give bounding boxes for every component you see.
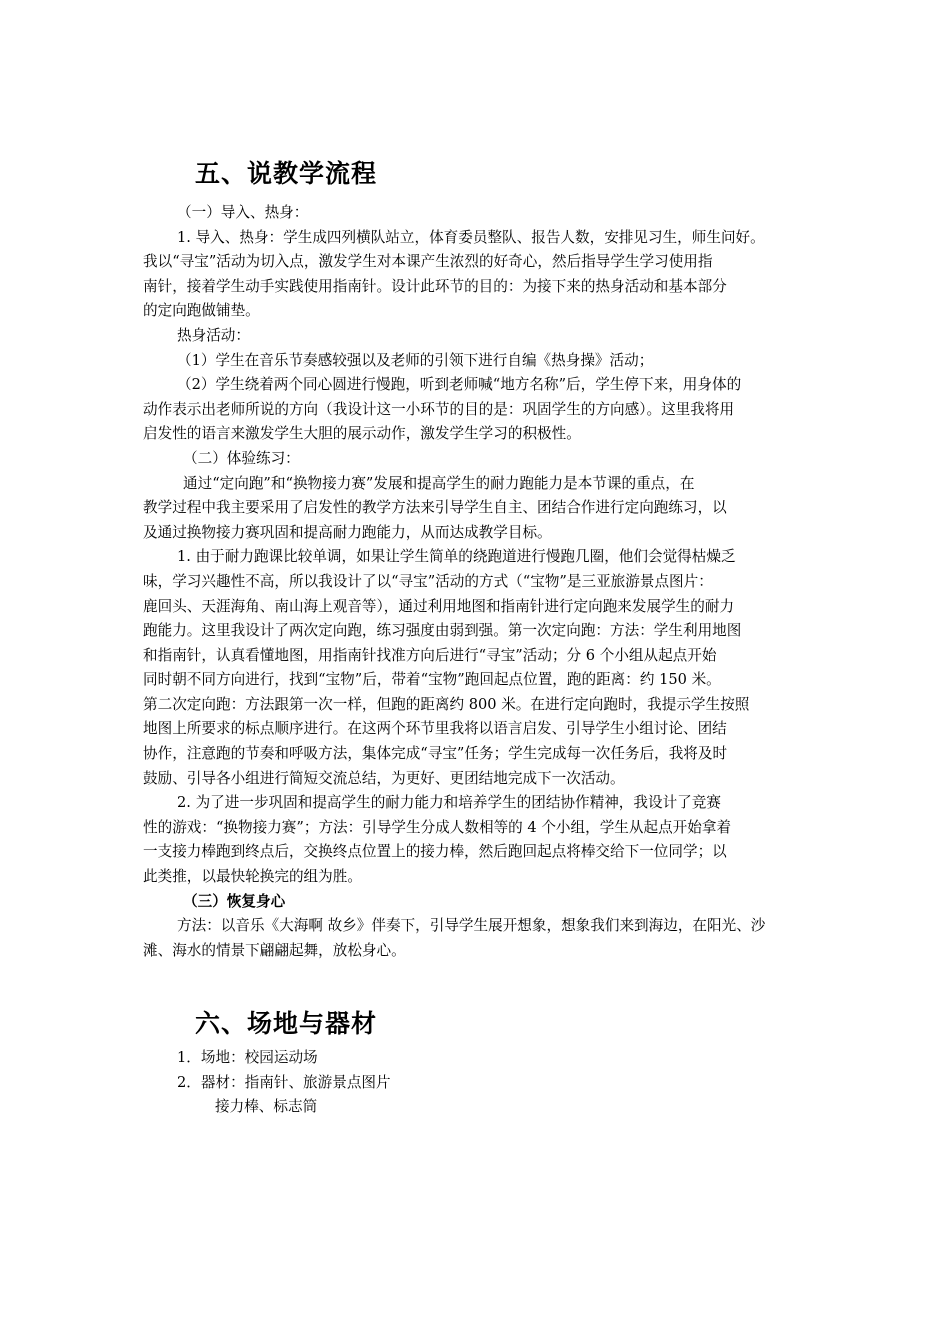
- paragraph-line: 协作，注意跑的节奏和呼吸方法，集体完成“寻宝”任务；学生完成每一次任务后，我将及时: [143, 745, 728, 763]
- section-5-title: 五、说教学流程: [195, 159, 378, 188]
- equipment-item: 2．器材：指南针、旅游景点图片: [177, 1073, 391, 1091]
- paragraph-line: 的定向跑做铺垫。: [143, 302, 260, 320]
- paragraph-line: 1. 由于耐力跑课比较单调，如果让学生简单的绕跑道进行慢跑几圈，他们会觉得枯燥乏: [177, 548, 736, 566]
- paragraph-line: 及通过换物接力赛巩固和提高耐力跑能力，从而达成教学目标。: [143, 523, 552, 541]
- part-1-heading: （一）导入、热身：: [177, 204, 309, 221]
- paragraph-line: 同时朝不同方向进行，找到“宝物”后，带着“宝物”跑回起点位置，跑的距离：约 150 米。: [143, 671, 721, 689]
- section-6-title: 六、场地与器材: [195, 1009, 378, 1038]
- paragraph-line: 一支接力棒跑到终点后，交换终点位置上的接力棒，然后跑回起点将棒交给下一位同学；以: [143, 843, 727, 861]
- venue-item: 1．场地：校园运动场: [177, 1049, 318, 1066]
- warmup-label: 热身活动：: [177, 326, 250, 344]
- section-6-body: [143, 1046, 811, 1120]
- paragraph-line: 鹿回头、天涯海角、南山海上观音等），通过利用地图和指南针进行定向跑来发展学生的耐力: [143, 597, 735, 615]
- paragraph-line: 我以“寻宝”活动为切入点，激发学生对本课产生浓烈的好奇心，然后指导学生学习使用指: [143, 253, 713, 271]
- paragraph-line: 跑能力。这里我设计了两次定向跑，练习强度由弱到强。第一次定向跑：方法：学生利用地图: [143, 622, 742, 640]
- paragraph-line: 1. 导入、热身：学生成四列横队站立，体育委员整队、报告人数，安排见习生，师生问好。: [177, 228, 765, 246]
- paragraph-line: 第二次定向跑：方法跟第一次一样，但跑的距离约 800 米。在进行定向跑时，我提示学生按照: [143, 695, 750, 713]
- part-3-heading: （三）恢复身心: [183, 892, 286, 910]
- warmup-item-1: （1）学生在音乐节奏感较强以及老师的引领下进行自编《热身操》活动；: [177, 351, 654, 369]
- paragraph-line: 鼓励、引导各小组进行简短交流总结，为更好、更团结地完成下一次活动。: [143, 769, 625, 787]
- equipment-item-continued: 接力棒、标志筒: [215, 1098, 318, 1116]
- paragraph-line: 动作表示出老师所说的方向（我设计这一小环节的目的是：巩固学生的方向感）。这里我将用: [143, 400, 735, 418]
- paragraph-line: 2. 为了进一步巩固和提高学生的耐力能力和培养学生的团结协作精神，我设计了竞赛: [177, 794, 721, 812]
- section-5-body: [143, 201, 811, 963]
- paragraph-line: 地图上所要求的标点顺序进行。在这两个环节里我将以语言启发、引导学生小组讨论、团结: [143, 720, 727, 738]
- paragraph-line: 通过“定向跑”和“换物接力赛”发展和提高学生的耐力跑能力是本节课的重点，在: [183, 474, 695, 492]
- paragraph-line: 味，学习兴趣性不高，所以我设计了以“寻宝”活动的方式（“宝物”是三亚旅游景点图片：: [143, 572, 713, 590]
- paragraph-line: 性的游戏：“换物接力赛”；方法：引导学生分成人数相等的 4 个小组，学生从起点开始拿着: [143, 818, 732, 836]
- paragraph-line: （2）学生绕着两个同心圆进行慢跑，听到老师喊“地方名称”后，学生停下来，用身体的: [177, 376, 742, 394]
- paragraph-line: 教学过程中我主要采用了启发性的教学方法来引导学生自主、团结合作进行定向跑练习，以: [143, 499, 727, 517]
- part-2-heading: （二）体验练习：: [183, 449, 300, 467]
- paragraph-line: 和指南针，认真看懂地图，用指南针找准方向后进行“寻宝”活动；分 6 个小组从起点开始: [143, 646, 717, 664]
- paragraph-line: 南针，接着学生动手实践使用指南针。设计此环节的目的：为接下来的热身活动和基本部分: [143, 277, 727, 295]
- paragraph-line: 此类推，以最快轮换完的组为胜。: [143, 868, 362, 886]
- paragraph-line: 滩、海水的情景下翩翩起舞，放松身心。: [143, 941, 406, 959]
- paragraph-line: 启发性的语言来激发学生大胆的展示动作，激发学生学习的积极性。: [143, 425, 581, 443]
- paragraph-line: 方法：以音乐《大海啊 故乡》伴奏下，引导学生展开想象，想象我们来到海边，在阳光、沙: [177, 917, 766, 935]
